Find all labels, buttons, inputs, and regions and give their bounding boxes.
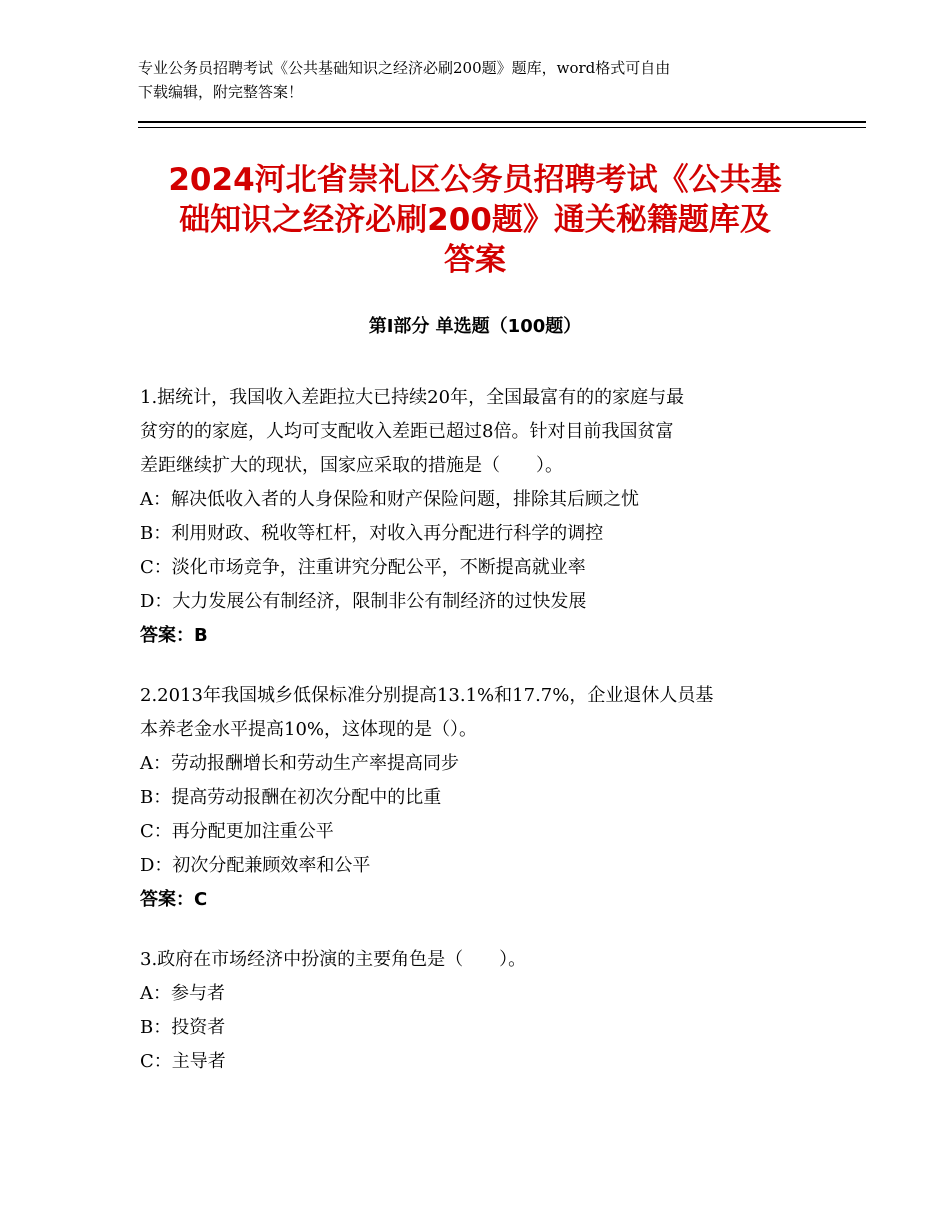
question-1 <box>140 381 812 653</box>
question-stem <box>140 381 812 483</box>
option-d: D：初次分配兼顾效率和公平 <box>140 855 371 876</box>
title-line: 2024河北省崇礼区公务员招聘考试《公共基 <box>168 162 782 198</box>
title-line: 答案 <box>444 242 506 278</box>
option-a: A：劳动报酬增长和劳动生产率提高同步 <box>140 753 459 774</box>
stem-line: 本养老金水平提高10%，这体现的是（）。 <box>140 719 478 740</box>
option-d: D：大力发展公有制经济，限制非公有制经济的过快发展 <box>140 591 587 612</box>
answer-line: 答案：C <box>140 889 208 910</box>
question-stem <box>140 943 812 977</box>
option-c: C：淡化市场竞争，注重讲究分配公平，不断提高就业率 <box>140 557 586 578</box>
stem-line: 贫穷的的家庭，人均可支配收入差距已超过8倍。针对目前我国贫富 <box>140 421 674 442</box>
stem-line: 3.政府在市场经济中扮演的主要角色是（ ）。 <box>140 949 527 970</box>
question-list <box>140 381 812 1105</box>
option-b: B：提高劳动报酬在初次分配中的比重 <box>140 787 442 808</box>
header-note-line: 下载编辑，附完整答案！ <box>138 83 304 101</box>
document-title <box>120 160 830 280</box>
option-c: C：主导者 <box>140 1051 226 1072</box>
header-note-line: 专业公务员招聘考试《公共基础知识之经济必刷200题》题库，word格式可自由 <box>138 59 671 77</box>
question-stem <box>140 679 812 747</box>
question-2 <box>140 679 812 917</box>
header-note <box>138 56 818 104</box>
section-title: 第Ⅰ部分 单选题（100题） <box>368 316 582 337</box>
option-c: C：再分配更加注重公平 <box>140 821 334 842</box>
question-3 <box>140 943 812 1079</box>
option-b: B：利用财政、税收等杠杆，对收入再分配进行科学的调控 <box>140 523 604 544</box>
title-line: 础知识之经济必刷200题》通关秘籍题库及 <box>179 202 771 238</box>
option-a: A：参与者 <box>140 983 225 1004</box>
option-a: A：解决低收入者的人身保险和财产保险问题，排除其后顾之忧 <box>140 489 639 510</box>
stem-line: 2.2013年我国城乡低保标准分别提高13.1%和17.7%，企业退休人员基 <box>140 685 714 706</box>
answer-line: 答案：B <box>140 625 208 646</box>
option-b: B：投资者 <box>140 1017 226 1038</box>
stem-line: 差距继续扩大的现状，国家应采取的措施是（ ）。 <box>140 455 563 476</box>
stem-line: 1.据统计，我国收入差距拉大已持续20年，全国最富有的的家庭与最 <box>140 387 685 408</box>
header-divider-thin <box>138 127 866 128</box>
header-divider-thick <box>138 121 866 123</box>
